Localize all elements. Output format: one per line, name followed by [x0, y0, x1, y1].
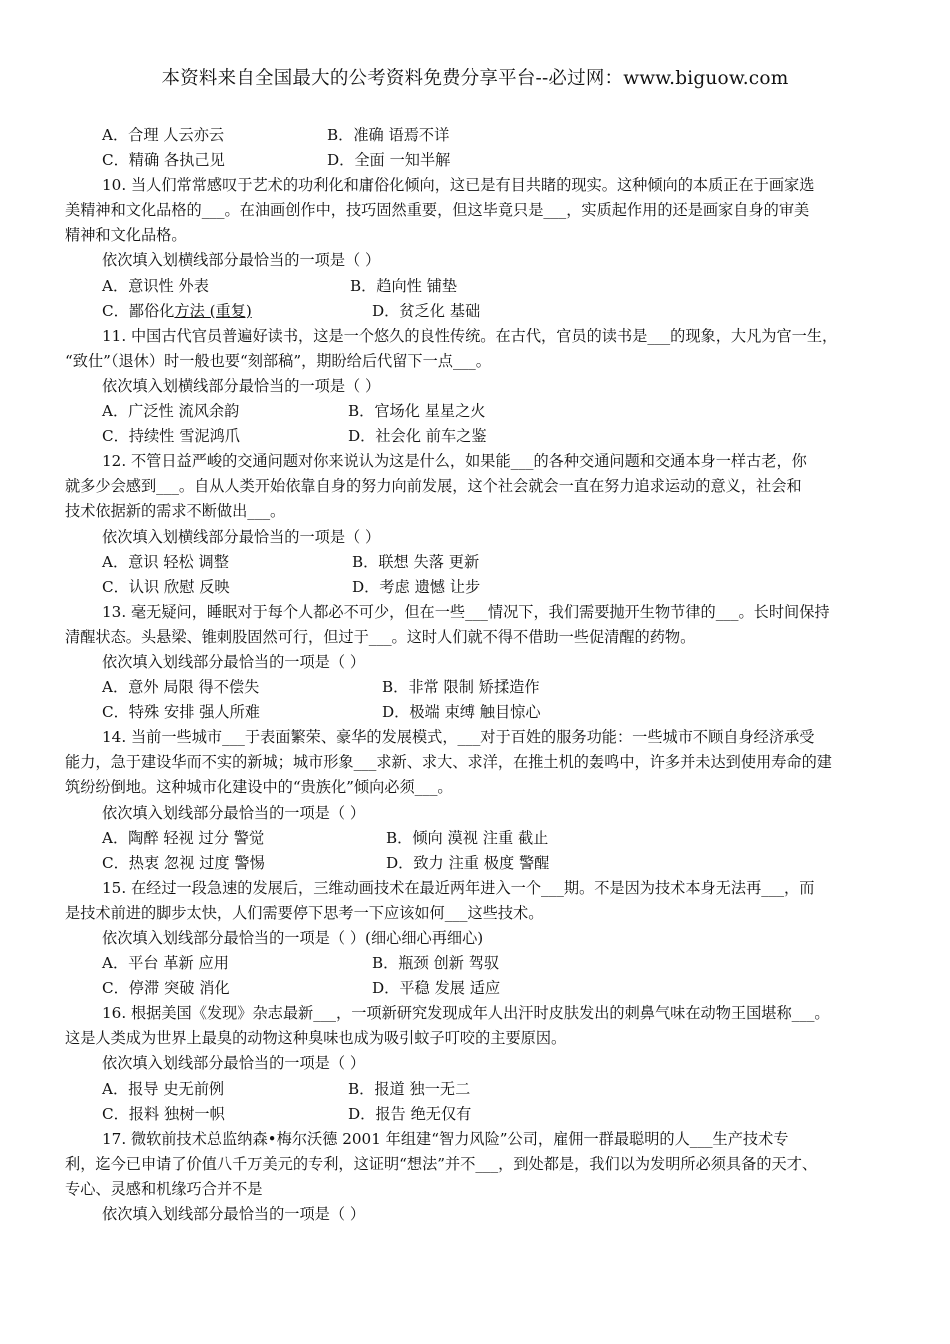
q10-option-d: D．贫乏化 基础	[372, 301, 481, 320]
q15-prompt: 依次填入划线部分最恰当的一项是（ ）(细心细心再细心)	[102, 929, 484, 947]
q17-line2: 利，迄今已申请了价值八千万美元的专利，这证明“想法”并不___，到处都是，我们以为发明所必须具备的天才、	[65, 1154, 818, 1173]
q16-option-a: A．报导 史无前例	[102, 1079, 225, 1098]
q15-line2: 是技术前进的脚步太快，人们需要停下思考一下应该如何___这些技术。	[65, 903, 544, 922]
q16-option-c: C．报料 独树一帜	[102, 1104, 225, 1123]
q11-line2: “致仕”（退休）时一般也要“刻部稿”，期盼给后代留下一点___。	[65, 351, 491, 370]
q15-option-a: A．平台 革新 应用	[102, 954, 229, 973]
q12-line1: 12. 不管日益严峻的交通问题对你来说认为这是什么，如果能___的各种交通问题和交通本身一样古老，你	[102, 452, 807, 471]
q9-option-c: C．精确 各执己见	[102, 151, 225, 170]
q14-prompt: 依次填入划线部分最恰当的一项是（ ）	[102, 803, 366, 822]
q11-prompt: 依次填入划横线部分最恰当的一项是（ ）	[102, 376, 381, 395]
q10-option-a: A．意识性 外表	[102, 276, 209, 295]
q14-option-d: D．致力 注重 极度 警醒	[386, 853, 550, 872]
q14-line1: 14. 当前一些城市___于表面繁荣、豪华的发展模式，___对于百姓的服务功能：一些城市不顾自身经济承受	[102, 728, 815, 747]
q16-option-d: D．报告 绝无仅有	[348, 1104, 472, 1123]
q11-option-c: C．持续性 雪泥鸿爪	[102, 427, 240, 446]
q10-line1: 10. 当人们常常感叹于艺术的功利化和庸俗化倾向，这已是有目共睹的现实。这种倾向的本质正在于画家选	[102, 176, 815, 195]
q10-option-c-underlined: 方法 (重复)	[174, 301, 252, 320]
q15-option-b: B．瓶颈 创新 驾驭	[372, 954, 500, 973]
q16-options-row1	[102, 1077, 887, 1102]
q16-option-b: B．报道 独一无二	[348, 1079, 471, 1098]
q12-options-row1	[102, 550, 887, 575]
q14-options-row2	[102, 851, 887, 876]
q12-line2: 就多少会感到___。自从人类开始依靠自身的努力向前发展，这个社会就会一直在努力追求运动的意义，社会和	[65, 477, 802, 496]
q13-prompt: 依次填入划线部分最恰当的一项是（ ）	[102, 652, 366, 671]
q14-options-row1	[102, 826, 887, 851]
q16-line1: 16. 根据美国《发现》杂志最新___，一项新研究发现成年人出汗时皮肤发出的刺鼻气味在动物王国堪称___。	[102, 1004, 830, 1023]
q13-line1: 13. 毫无疑问，睡眠对于每个人都必不可少，但在一些___情况下，我们需要抛开生物节律的___。长时间保持	[102, 602, 830, 621]
q14-option-c: C．热衷 忽视 过度 警惕	[102, 853, 265, 872]
q10-option-c-label: C．鄙俗化	[102, 301, 175, 320]
q12-line3: 技术依据新的需求不断做出___。	[65, 502, 286, 521]
q12-option-a: A．意识 轻松 调整	[102, 552, 229, 571]
q10-options-row1	[102, 274, 887, 299]
q10-option-b: B．趋向性 铺垫	[350, 276, 458, 295]
q16-options-row2	[102, 1102, 887, 1127]
q13-option-c: C．特殊 安排 强人所难	[102, 703, 260, 722]
q15-options-row2	[102, 976, 887, 1001]
q10-prompt: 依次填入划横线部分最恰当的一项是（ ）	[102, 251, 381, 270]
q9-option-b: B．准确 语焉不详	[327, 126, 450, 144]
q13-options-row2	[102, 700, 887, 725]
q17-line3: 专心、灵感和机缘巧合并不是	[65, 1179, 263, 1198]
q13-options-row1	[102, 675, 887, 700]
q16-line2: 这是人类成为世界上最臭的动物这种臭味也成为吸引蚊子叮咬的主要原因。	[65, 1029, 567, 1048]
q12-options-row2	[102, 575, 887, 600]
q9-option-d: D．全面 一知半解	[327, 151, 451, 170]
q9-options-row1	[102, 123, 887, 148]
q16-prompt: 依次填入划线部分最恰当的一项是（ ）	[102, 1054, 366, 1073]
q13-option-a: A．意外 局限 得不偿失	[102, 678, 260, 697]
q13-option-d: D．极端 束缚 触目惊心	[382, 703, 541, 722]
q10-line3: 精神和文化品格。	[65, 226, 187, 245]
q11-line1: 11. 中国古代官员普遍好读书，这是一个悠久的良性传统。在古代，官员的读书是___的现象，大凡为官一生，	[102, 326, 838, 345]
q15-option-c: C．停滞 突破 消化	[102, 979, 230, 998]
q13-option-b: B．非常 限制 矫揉造作	[382, 678, 540, 697]
q14-option-a: A．陶醉 轻视 过分 警觉	[102, 828, 265, 847]
q14-line3: 筑纷纷倒地。这种城市化建设中的“贵族化”倾向必须___。	[65, 778, 453, 797]
q14-line2: 能力，急于建设华而不实的新城；城市形象___求新、求大、求洋，在推土机的轰鸣中，许多并未达到使用寿命的建	[65, 753, 832, 772]
q11-option-d: D．社会化 前车之鉴	[348, 427, 487, 446]
q13-line2: 清醒状态。头悬梁、锥刺股固然可行，但过于___。这时人们就不得不借助一些促清醒的药物。	[65, 627, 696, 646]
q14-option-b: B．倾向 漠视 注重 截止	[386, 828, 549, 847]
q12-option-c: C．认识 欣慰 反映	[102, 577, 230, 596]
q15-option-d: D．平稳 发展 适应	[372, 979, 501, 998]
q9-option-a: A．合理 人云亦云	[102, 126, 225, 144]
q10-option-c	[102, 299, 372, 324]
q11-options-row2	[102, 424, 887, 449]
q9-options-row2	[102, 148, 887, 173]
q17-line1: 17. 微软前技术总监纳森•梅尔沃德 2001 年组建“智力风险”公司，雇佣一群最聪明的人___生产技术专	[102, 1129, 789, 1148]
q12-prompt: 依次填入划横线部分最恰当的一项是（ ）	[102, 527, 381, 546]
q12-option-b: B．联想 失落 更新	[352, 552, 480, 571]
q11-option-a: A．广泛性 流风余韵	[102, 402, 240, 421]
q11-options-row1	[102, 399, 887, 424]
q10-options-row2	[102, 299, 887, 324]
q10-line2: 美精神和文化品格的___。在油画创作中，技巧固然重要，但这毕竟只是___，实质起作用的还是画家自身的审美	[65, 201, 810, 220]
q12-option-d: D．考虑 遗憾 让步	[352, 577, 481, 596]
q17-prompt: 依次填入划线部分最恰当的一项是（ ）	[102, 1205, 366, 1224]
document-body	[65, 123, 887, 1227]
q15-options-row1	[102, 951, 887, 976]
q11-option-b: B．官场化 星星之火	[348, 402, 486, 421]
q15-line1: 15. 在经过一段急速的发展后，三维动画技术在最近两年进入一个___期。不是因为技术本身无法再___，而	[102, 878, 815, 897]
page-header: 本资料来自全国最大的公考资料免费分享平台--必过网：www.biguow.com	[161, 68, 789, 89]
